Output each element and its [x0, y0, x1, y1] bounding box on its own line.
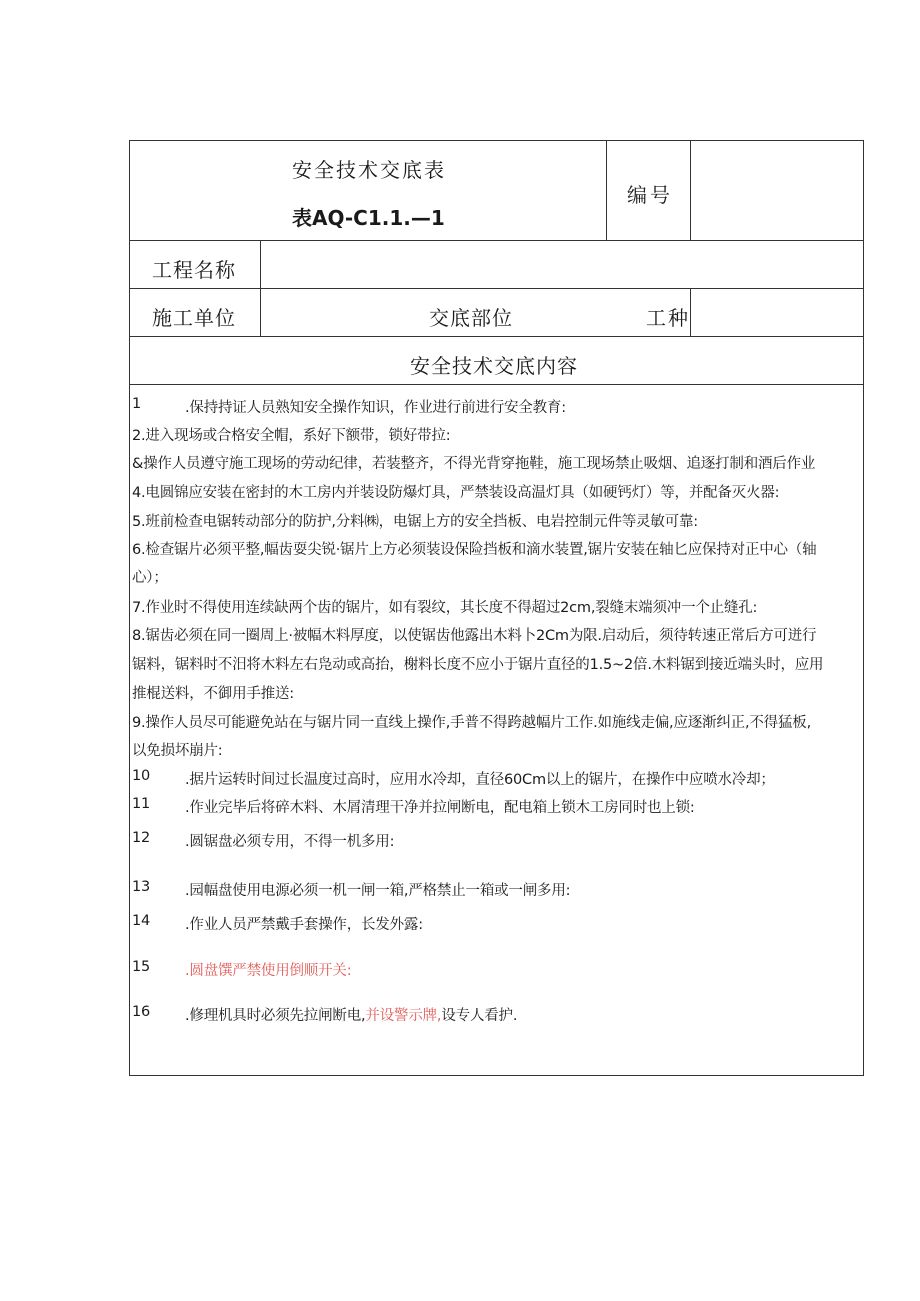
item-text: 8.锯齿必须在同一圈周上·被幅木料厚度，以使锯齿他露出木料卜2Cm为限.启动后，须待转速正常后方可迸行 [132, 628, 817, 644]
number-field[interactable] [700, 179, 855, 209]
row-divider-content-title [129, 384, 864, 385]
number-label: 编号 [627, 183, 673, 207]
item-text: .保持持证人员熟知安全操作知识，作业进行前进行安全教育: [185, 400, 566, 416]
item-text: 2.进入现场或合格安全帽，系好下额带，锁好带拉: [132, 428, 451, 444]
item-number: 15 [132, 959, 151, 975]
content-title: 安全技术交底内容 [410, 354, 578, 378]
form-code: 表AQ-C1.1.—1 [292, 206, 445, 230]
item-number: 14 [132, 913, 151, 929]
trade-divider [690, 288, 691, 336]
item-text-continued: 心）； [132, 570, 168, 586]
item-text-part: .修理机具时必须先拉闸断电, [185, 1008, 366, 1024]
item-text: &操作人员遵守施工现场的劳动纪律，若装整齐，不得光背穿拖鞋，施工现场禁止吸烟、追逐打制和酒后作业 [132, 456, 816, 472]
trade-label: 工种 [646, 306, 690, 330]
item-text: 5.班前检查电锯转动部分的防护,分料㈱，电锯上方的安全挡板、电岩控制元件等灵敏可靠: [132, 514, 698, 530]
location-label: 交底部位 [429, 306, 513, 330]
header-divider-2 [690, 140, 691, 240]
form-title: 安全技术交底表 [292, 158, 446, 182]
item-text: .据片运转时间过长温度过高时，应用水冷却，直径60Cm以上的锯片，在操作中应喷水冷却； [185, 772, 775, 788]
item-text: 6.检查锯片必须平整,幅齿耍尖锐·锯片上方必须装设保险挡板和滴水装置,锯片安装在轴匕应保持对正中心（轴 [132, 542, 817, 558]
table-right-border [863, 140, 864, 1076]
item-text-continued: 锯料，锯料时不汨将木料左右凫动或高抬，榭料长度不应小于锯片直径的1.5~2倍.木料锯到接近端头时，应用 [132, 657, 824, 673]
item-text: .作业完毕后将碎木料、木屑清理干净并拉闸断电，配电箱上锁木工房同时也上锁: [185, 800, 695, 816]
item-text-continued: 推棍送料，不御用手推送: [132, 686, 294, 702]
item-number: 1 [132, 396, 142, 412]
trade-field[interactable] [700, 300, 855, 330]
item-text-highlighted: .圆盘馔严禁使用倒顺开关: [185, 963, 352, 979]
item-text: 9.操作人员尽可能避免站在与锯片同一直线上操作,手普不得跨越幅片工作.如施线走偏,应逐渐纠正,不得猛板, [132, 715, 811, 731]
item-text: 7.作业时不得使用连续缺两个齿的锯片，如有裂纹，其长度不得超过2cm,裂缝末端须冲一个止缝孔: [132, 600, 758, 616]
row-divider-contractor [129, 336, 864, 337]
item-text [185, 1004, 517, 1025]
row-divider-project [129, 288, 864, 289]
contractor-label: 施工单位 [152, 306, 236, 330]
project-name-field[interactable] [272, 252, 852, 282]
table-top-border [129, 140, 864, 141]
table-bottom-border [129, 1075, 864, 1076]
table-left-border [129, 140, 130, 1076]
row-divider-header [129, 240, 864, 241]
item-text-part: 设专人看护. [441, 1008, 518, 1024]
item-text: .园幅盘使用电源必须一机一闸一箱,严格禁止一箱或一闸多用: [185, 883, 571, 899]
item-text-continued: 以免损坏崩片: [132, 743, 223, 759]
item-number: 11 [132, 796, 151, 812]
header-divider-1 [606, 140, 607, 240]
item-text-highlighted: 并设警示牌, [365, 1008, 442, 1024]
item-text: .圆锯盘必须专用，不得一机多用: [185, 834, 395, 850]
item-text: .作业人员严禁戴手套操作，长发外露: [185, 917, 423, 933]
item-text: 4.电圆锦应安装在密封的木工房内并装设防爆灯具，严禁装设高温灯具（如硬钙灯）等，并配备灭火器: [132, 485, 780, 501]
project-name-label: 工程名称 [152, 258, 236, 282]
item-number: 10 [132, 768, 151, 784]
item-number: 16 [132, 1004, 151, 1020]
contractor-field[interactable] [272, 300, 412, 330]
item-number: 13 [132, 879, 151, 895]
label-divider [260, 240, 261, 336]
item-number: 12 [132, 830, 151, 846]
